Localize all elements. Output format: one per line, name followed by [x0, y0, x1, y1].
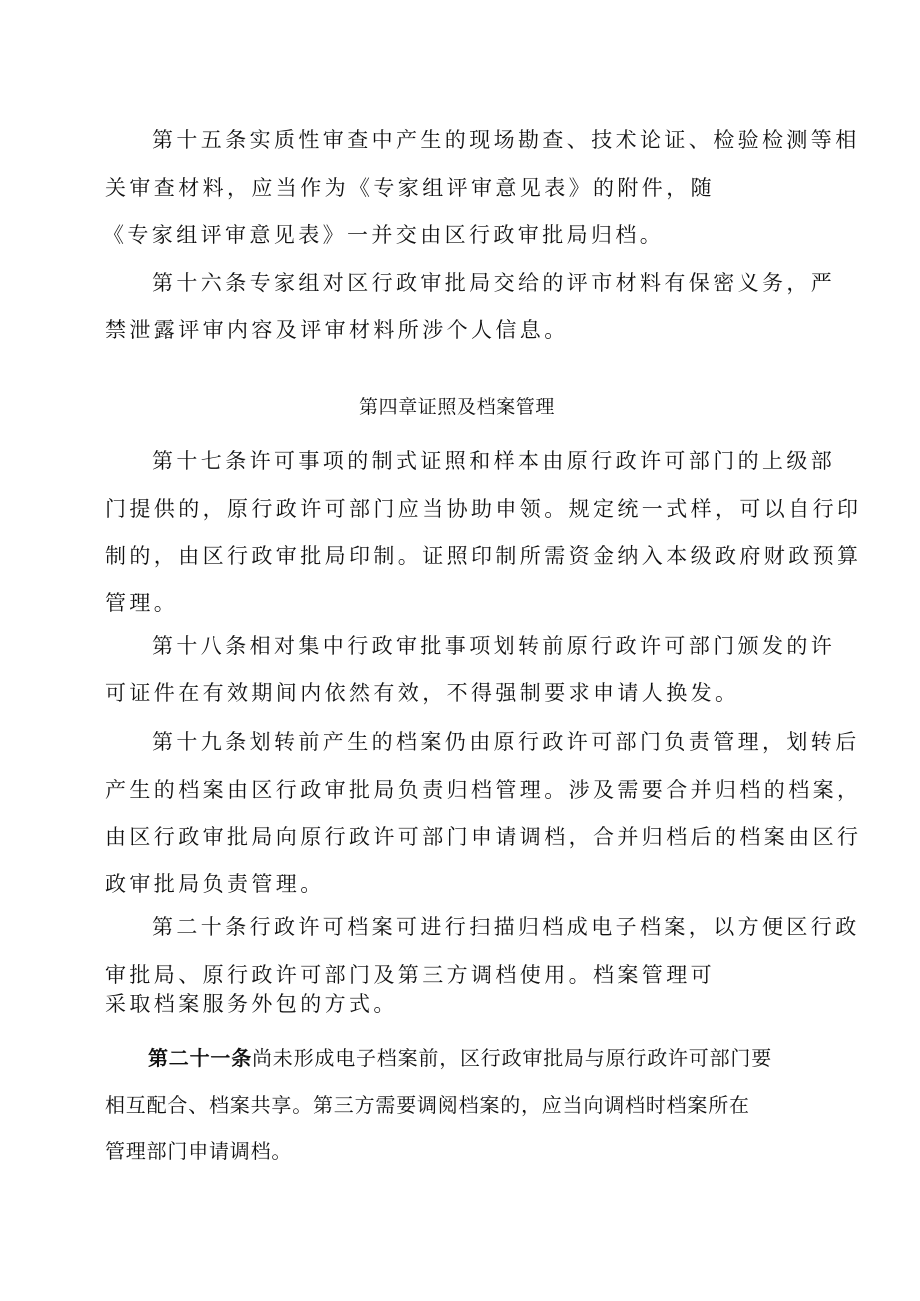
article-21-line-3: 管理部门申请调档。: [105, 1139, 293, 1163]
article-15-line-3: 《专家组评审意见表》一并交由区行政审批局归档。: [103, 223, 665, 247]
article-18-line-1: 第十八条相对集中行政审批事项划转前原行政许可部门颁发的许: [152, 634, 836, 658]
article-15-line-1: 第十五条实质性审查中产生的现场勘查、技术论证、检验检测等相: [152, 128, 860, 152]
article-18-line-2: 可证件在有效期间内依然有效，不得强制要求申请人换发。: [105, 681, 740, 705]
article-21-line-2: 相互配合、档案共享。第三方需要调阅档案的，应当向调档时档案所在: [105, 1093, 750, 1117]
article-15-line-2: 关审查材料，应当作为《专家组评审意见表》的附件，随: [105, 176, 715, 200]
article-21-line-1-rest: 尚未形成电子档案前，区行政审批局与原行政许可部门要: [252, 1046, 772, 1070]
article-17-line-3: 制的，由区行政审批局印制。证照印制所需资金纳入本级政府财政预算: [105, 544, 862, 568]
article-19-line-1: 第十九条划转前产生的档案仍由原行政许可部门负责管理，划转后: [152, 730, 860, 754]
chapter-heading: 第四章证照及档案管理: [359, 396, 556, 418]
article-21-number: 第二十一条: [148, 1046, 252, 1070]
article-16-line-2: 禁泄露评审内容及评审材料所涉个人信息。: [105, 318, 569, 342]
article-17-line-2: 门提供的，原行政许可部门应当协助申领。规定统一式样，可以自行印: [105, 497, 862, 521]
article-20-line-1: 第二十条行政许可档案可进行扫描归档成电子档案，以方便区行政: [152, 915, 860, 939]
article-21-line-1: [148, 1046, 772, 1070]
article-17-line-1: 第十七条许可事项的制式证照和样本由原行政许可部门的上级部: [152, 449, 836, 473]
article-16-line-1: 第十六条专家组对区行政审批局交给的评市材料有保密义务，严: [152, 271, 836, 295]
article-19-line-2: 产生的档案由区行政审批局负责归档管理。涉及需要合并归档的档案，: [105, 778, 862, 802]
article-19-line-3: 由区行政审批局向原行政许可部门申请调档，合并归档后的档案由区行: [105, 825, 862, 849]
article-17-line-4: 管理。: [105, 591, 179, 615]
article-20-line-3: 采取档案服务外包的方式。: [105, 992, 398, 1016]
article-19-line-4: 政审批局负责管理。: [105, 872, 325, 896]
article-20-line-2: 审批局、原行政许可部门及第三方调档使用。档案管理可: [105, 963, 715, 987]
